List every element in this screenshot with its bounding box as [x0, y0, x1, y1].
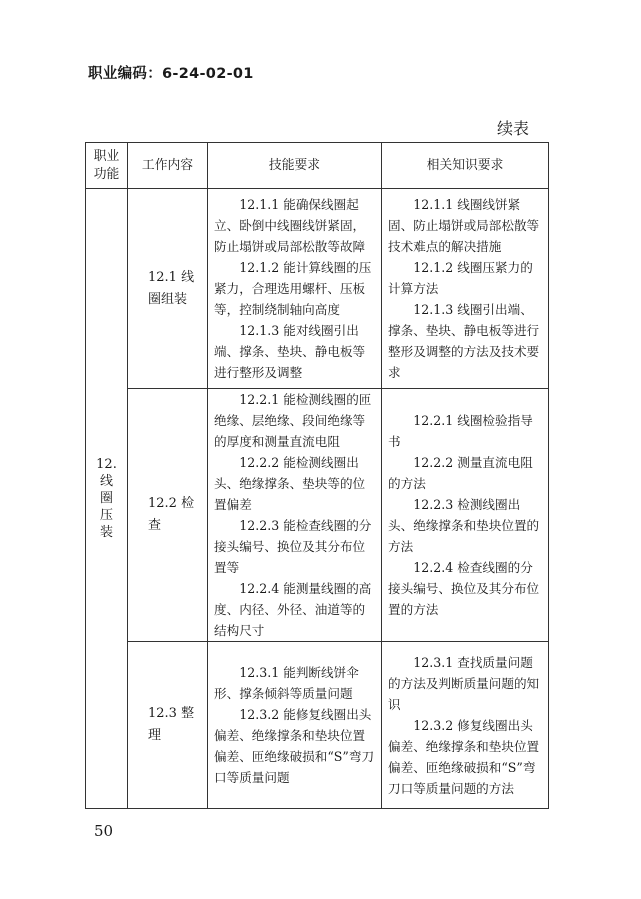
function-cell	[86, 189, 128, 809]
skills-table	[85, 142, 549, 809]
skill-item: 12.3.1 能判断线饼伞形、撑条倾斜等质量问题	[214, 665, 359, 701]
skill-item: 12.2.1 能检测线圈的匝绝缘、层绝缘、段间绝缘等的厚度和测量直流电阻	[214, 392, 372, 449]
knowledge-item: 12.2.1 线圈检验指导书	[388, 413, 533, 449]
table-row	[86, 389, 549, 642]
occupation-code: 职业编码：6-24-02-01	[88, 66, 254, 82]
table-header-row	[86, 143, 549, 189]
table-row	[86, 642, 549, 809]
work-content-cell: 12.2 检查	[128, 389, 208, 642]
skills-cell	[208, 389, 382, 642]
header-knowledge: 相关知识要求	[382, 143, 549, 189]
function-char: 线	[99, 474, 113, 489]
function-char: 压	[99, 508, 113, 523]
knowledge-item: 12.1.1 线圈线饼紧固、防止塌饼或局部松散等技术难点的解决措施	[388, 197, 540, 254]
knowledge-item: 12.1.3 线圈引出端、撑条、垫块、静电板等进行整形及调整的方法及技术要求	[388, 302, 540, 380]
skill-item: 12.1.1 能确保线圈起立、卧倒中线圈线饼紧固，防止塌饼或局部松散等故障	[214, 197, 366, 254]
page-number: 50	[94, 822, 114, 840]
knowledge-item: 12.1.2 线圈压紧力的计算方法	[388, 260, 533, 296]
knowledge-item: 12.2.3 检测线圈出头、绝缘撑条和垫块位置的方法	[388, 497, 540, 554]
function-char: 12.	[96, 457, 117, 472]
skill-item: 12.2.2 能检测线圈出头、绝缘撑条、垫块等的位置偏差	[214, 455, 366, 512]
skill-item: 12.2.3 能检查线圈的分接头编号、换位及其分布位置等	[214, 518, 372, 575]
knowledge-item: 12.3.2 修复线圈出头偏差、绝缘撑条和垫块位置偏差、匝绝缘破损和“S”弯刀口等质量问题的方法	[388, 717, 540, 796]
knowledge-cell	[382, 189, 549, 389]
header-function: 职业功能	[86, 143, 128, 189]
skill-item: 12.3.2 能修复线圈出头偏差、绝缘撑条和垫块位置偏差、匝绝缘破损和“S”弯刀口等质量问题	[214, 707, 375, 785]
continued-label: 续表	[497, 119, 530, 138]
knowledge-item: 12.3.1 查找质量问题的方法及判断质量问题的知识	[388, 654, 540, 712]
skills-cell	[208, 189, 382, 389]
work-content-cell: 12.3 整理	[128, 642, 208, 809]
knowledge-item: 12.2.2 测量直流电阻的方法	[388, 455, 533, 491]
skill-item: 12.1.3 能对线圈引出端、撑条、垫块、静电板等进行整形及调整	[214, 323, 366, 380]
knowledge-cell	[382, 389, 549, 642]
header-work: 工作内容	[128, 143, 208, 189]
header-skills: 技能要求	[208, 143, 382, 189]
table-row	[86, 189, 549, 389]
function-char: 装	[99, 525, 113, 540]
skills-cell	[208, 642, 382, 809]
knowledge-item: 12.2.4 检查线圈的分接头编号、换位及其分布位置的方法	[388, 560, 540, 617]
function-char: 圈	[99, 491, 113, 506]
skill-item: 12.2.4 能测量线圈的高度、内径、外径、油道等的结构尺寸	[214, 581, 372, 638]
work-content-cell: 12.1 线圈组装	[128, 189, 208, 389]
knowledge-cell	[382, 642, 549, 809]
skill-item: 12.1.2 能计算线圈的压紧力，合理选用螺杆、压板等，控制绕制轴向高度	[214, 260, 372, 317]
